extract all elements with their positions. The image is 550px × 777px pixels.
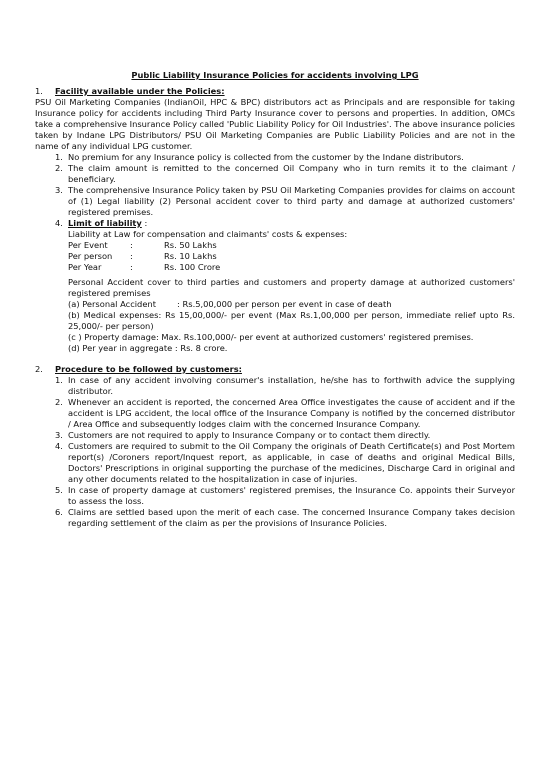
section-2-number: 2.: [35, 364, 43, 374]
list-item-number: 4.: [55, 218, 63, 228]
section-1-list: [35, 152, 515, 354]
limit-label-suffix: :: [141, 218, 148, 228]
section-1-heading: [35, 86, 515, 97]
list-item-number: 2.: [55, 163, 63, 173]
medical-expenses-line: (b) Medical expenses: Rs 15,00,000/- per event (Max Rs.1,00,000 per person, immediate relief upto Rs. 25,000/- per person): [68, 310, 515, 331]
section-1-title: Facility available under the Policies:: [55, 86, 225, 96]
list-item: [35, 507, 515, 529]
section-2-title: Procedure to be followed by customers:: [55, 364, 242, 374]
property-damage-line: (c ) Property damage: Max. Rs.100,000/- per event at authorized customers' registered premises.: [68, 332, 474, 342]
list-item: [35, 485, 515, 507]
liability-row-label: Per Year: [68, 262, 102, 272]
list-item-text: The claim amount is remitted to the concerned Oil Company who in turn remits it to the claimant / beneficiary.: [68, 163, 515, 184]
list-item-number: 4.: [55, 441, 63, 451]
liability-description: Liability at Law for compensation and claimants' costs & expenses:: [68, 229, 348, 239]
liability-row: [68, 251, 515, 262]
liability-row-sep: :: [130, 240, 133, 250]
list-item-number: 3.: [55, 185, 63, 195]
liability-row: [68, 262, 515, 273]
list-item-text: Claims are settled based upon the merit of each case. The concerned Insurance Company takes decision regarding settlement of the claim as per the provisions of Insurance Policies.: [68, 507, 515, 528]
list-item-text: In case of any accident involving consumer's installation, he/she has to forthwith advice the supplying distributor.: [68, 375, 515, 396]
list-item-text: Customers are not required to apply to Insurance Company or to contact them directly.: [68, 430, 431, 440]
list-item-text: In case of property damage at customers' registered premises, the Insurance Co. appoints their Surveyor to assess the loss.: [68, 485, 515, 506]
personal-accident-line: (a) Personal Accident : Rs.5,00,000 per person per event in case of death: [68, 299, 392, 309]
list-item-number: 6.: [55, 507, 63, 517]
liability-row-value: Rs. 100 Crore: [164, 262, 221, 272]
list-item-number: 3.: [55, 430, 63, 440]
list-item: [35, 441, 515, 485]
section-2-heading: [35, 364, 515, 375]
list-item-text: No premium for any Insurance policy is collected from the customer by the Indane distributors.: [68, 152, 464, 162]
personal-accident-intro: Personal Accident cover to third parties and customers and property damage at authorized customers' registered premises: [68, 277, 515, 298]
limit-of-liability-item: [35, 218, 515, 354]
list-item-text: The comprehensive Insurance Policy taken by PSU Oil Marketing Companies provides for claims on account of (1) Legal liability (2) Personal accident cover to third party and damage at authorized customers' registered premises.: [68, 185, 515, 217]
list-item: [35, 152, 515, 163]
document-page: [35, 70, 515, 529]
list-item-number: 1.: [55, 375, 63, 385]
list-item-text: Whenever an accident is reported, the concerned Area Office investigates the cause of accident and if the accident is LPG accident, the local office of the Insurance Company is notified by the concerned distributor / Area Office and subsequently lodges claim with the concerned Insurance Company.: [68, 397, 515, 429]
list-item: [35, 430, 515, 441]
liability-row: [68, 240, 515, 251]
list-item: [35, 163, 515, 185]
aggregate-line: (d) Per year in aggregate : Rs. 8 crore.: [68, 343, 228, 353]
section-1-number: 1.: [35, 86, 43, 96]
list-item-number: 5.: [55, 485, 63, 495]
list-item: [35, 397, 515, 430]
liability-row-sep: :: [130, 262, 133, 272]
liability-row-sep: :: [130, 251, 133, 261]
list-item-number: 2.: [55, 397, 63, 407]
liability-row-value: Rs. 10 Lakhs: [164, 251, 217, 261]
section-2-list: [35, 375, 515, 529]
list-item: [35, 185, 515, 218]
document-title: Public Liability Insurance Policies for accidents involving LPG: [131, 70, 419, 80]
limit-of-liability-label: Limit of liability: [68, 218, 142, 228]
list-item-text: Customers are required to submit to the Oil Company the originals of Death Certificate(s) and Post Mortem report(s) /Coroners report/Inquest report, as applicable, in case of deaths and original Medical Bills, Doctors' Prescriptions in original supporting the purchase of the medicines, Discharge Card in original and any other documents related to the hospitalization in case of injuries.: [68, 441, 515, 484]
list-item-number: 1.: [55, 152, 63, 162]
list-item: [35, 375, 515, 397]
liability-row-label: Per Event: [68, 240, 108, 250]
liability-row-value: Rs. 50 Lakhs: [164, 240, 217, 250]
section-1-intro: PSU Oil Marketing Companies (IndianOil, HPC & BPC) distributors act as Principals and are responsible for taking Insurance policy for accidents including Third Party Insurance cover to persons and properties. In addition, OMCs take a comprehensive Insurance Policy called 'Public Liability Policy for Oil Industries'. The above insurance policies taken by Indane LPG Distributors/ PSU Oil Marketing Companies are Public Liability Policies and are not in the name of any individual LPG customer.: [35, 97, 515, 151]
liability-row-label: Per person: [68, 251, 113, 261]
